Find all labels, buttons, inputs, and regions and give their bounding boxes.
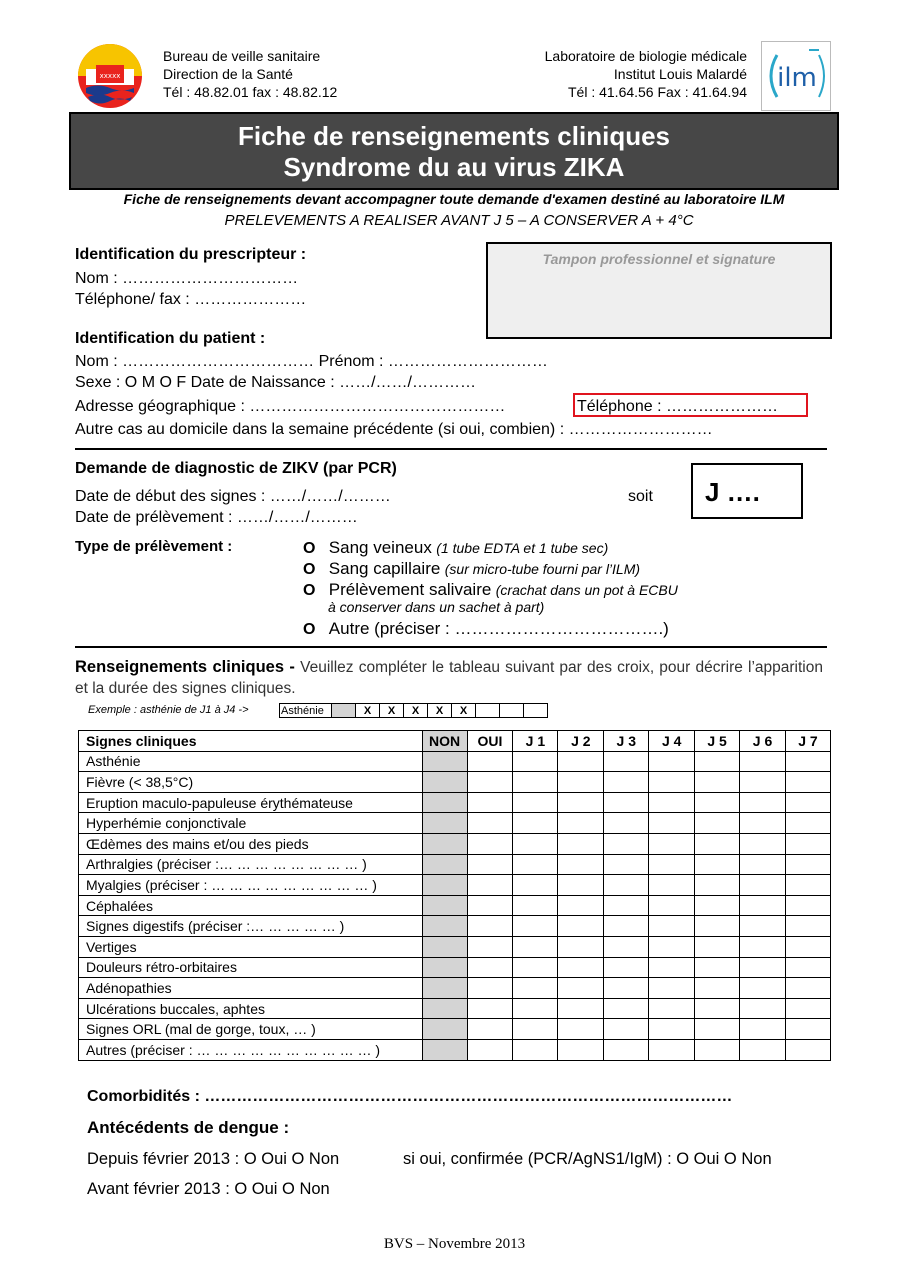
checkbox-cell[interactable]	[558, 895, 604, 916]
dengue-since-2013-field[interactable]: Depuis février 2013 : O Oui O Non	[87, 1150, 340, 1168]
header-right-line: Institut Louis Malardé	[613, 66, 747, 82]
checkbox-cell[interactable]	[785, 751, 830, 772]
checkbox-cell[interactable]	[785, 978, 830, 999]
column-header: J 5	[695, 731, 740, 752]
checkbox-cell[interactable]	[467, 854, 513, 875]
checkbox-cell[interactable]	[604, 772, 649, 793]
checkbox-cell[interactable]	[604, 813, 649, 834]
clinical-instructions: Veuillez compléter le tableau suivant par des croix, pour décrire l’apparition et la durée des signes cliniques.	[75, 659, 823, 697]
checkbox-cell[interactable]	[422, 772, 467, 793]
checkbox-cell[interactable]	[785, 833, 830, 854]
dengue-before-2013-field[interactable]: Avant février 2013 : O Oui O Non	[87, 1180, 330, 1198]
checkbox-cell[interactable]	[740, 998, 786, 1019]
checkbox-cell[interactable]	[649, 751, 695, 772]
checkbox-cell[interactable]	[604, 895, 649, 916]
checkbox-cell[interactable]	[695, 772, 740, 793]
table-row	[79, 916, 831, 937]
sample-option-capillary[interactable]	[303, 558, 640, 580]
checkbox-cell[interactable]	[695, 875, 740, 896]
checkbox-cell[interactable]	[604, 833, 649, 854]
column-header: J 7	[785, 731, 830, 752]
section-divider	[75, 448, 827, 450]
checkbox-cell[interactable]	[649, 895, 695, 916]
sample-option-saliva[interactable]	[303, 579, 678, 601]
checkbox-cell[interactable]	[649, 813, 695, 834]
checkbox-cell[interactable]	[604, 1039, 649, 1060]
checkbox-cell[interactable]	[422, 978, 467, 999]
checkbox-cell[interactable]	[513, 936, 558, 957]
checkbox-cell[interactable]	[513, 751, 558, 772]
checkbox-cell[interactable]	[740, 833, 786, 854]
header-left-line: Bureau de veille sanitaire	[163, 48, 321, 64]
column-header: J 4	[649, 731, 695, 752]
option-label: Sang capillaire	[328, 559, 441, 578]
table-row	[79, 936, 831, 957]
checkbox-cell[interactable]	[604, 751, 649, 772]
sign-label: Asthénie	[79, 751, 423, 772]
checkbox-cell[interactable]	[695, 813, 740, 834]
sign-label: Signes ORL (mal de gorge, toux, … )	[79, 1019, 423, 1040]
svg-text:xxxxx: xxxxx	[99, 72, 121, 80]
checkbox-cell[interactable]	[785, 936, 830, 957]
checkbox-cell[interactable]	[467, 916, 513, 937]
checkbox-cell[interactable]	[785, 813, 830, 834]
checkbox-cell[interactable]	[558, 916, 604, 937]
checkbox-cell[interactable]	[649, 916, 695, 937]
checkbox-cell[interactable]	[740, 895, 786, 916]
checkbox-cell[interactable]	[558, 833, 604, 854]
checkbox-cell[interactable]	[422, 875, 467, 896]
checkbox-cell[interactable]	[513, 1039, 558, 1060]
example-cell: X	[452, 704, 476, 718]
checkbox-cell[interactable]	[513, 895, 558, 916]
checkbox-cell[interactable]	[695, 854, 740, 875]
table-row	[79, 978, 831, 999]
column-header: NON	[422, 731, 467, 752]
table-row	[79, 813, 831, 834]
checkbox-cell[interactable]	[604, 998, 649, 1019]
clinical-signs-table	[78, 730, 831, 1061]
table-row	[79, 998, 831, 1019]
example-cell: X	[428, 704, 452, 718]
example-table	[279, 703, 548, 718]
form-title-line1: Fiche de renseignements cliniques	[237, 121, 671, 151]
checkbox-cell[interactable]	[785, 792, 830, 813]
checkbox-cell[interactable]	[695, 833, 740, 854]
checkbox-cell[interactable]	[558, 998, 604, 1019]
checkbox-cell[interactable]	[558, 875, 604, 896]
checkbox-cell[interactable]	[422, 1019, 467, 1040]
polynesia-emblem-logo	[76, 43, 144, 109]
stamp-label: Tampon professionnel et signature	[542, 251, 776, 267]
sign-label: Céphalées	[79, 895, 423, 916]
header-left-line: Direction de la Santé	[163, 66, 293, 82]
checkbox-cell[interactable]	[513, 916, 558, 937]
table-row	[79, 1019, 831, 1040]
example-cell	[500, 704, 524, 718]
column-header: J 2	[558, 731, 604, 752]
checkbox-cell[interactable]	[422, 998, 467, 1019]
checkbox-cell[interactable]	[558, 751, 604, 772]
radio-button[interactable]: O	[303, 561, 316, 578]
checkbox-cell[interactable]	[422, 936, 467, 957]
clinical-heading: Renseignements cliniques -	[75, 658, 295, 676]
patient-phone-field[interactable]: Téléphone : …………………	[577, 398, 778, 415]
table-row	[79, 957, 831, 978]
sign-label: Adénopathies	[79, 978, 423, 999]
checkbox-cell[interactable]	[740, 792, 786, 813]
checkbox-cell[interactable]	[649, 936, 695, 957]
patient-heading: Identification du patient :	[75, 330, 266, 347]
prescriber-heading: Identification du prescripteur :	[75, 246, 307, 263]
sample-date-field[interactable]: Date de prélèvement : ……/……/………	[75, 509, 358, 526]
option-note: (crachat dans un pot à ECBU	[495, 582, 678, 598]
dengue-confirmed-field[interactable]: si oui, confirmée (PCR/AgNS1/IgM) : O Oui O Non	[403, 1150, 772, 1168]
table-row	[79, 751, 831, 772]
checkbox-cell[interactable]	[558, 772, 604, 793]
prescriber-name-field[interactable]: Nom : ……………………………	[75, 270, 299, 287]
checkbox-cell[interactable]	[649, 1019, 695, 1040]
header-right-line: Tél : 41.64.56 Fax : 41.64.94	[567, 84, 747, 100]
checkbox-cell[interactable]	[740, 772, 786, 793]
checkbox-cell[interactable]	[513, 772, 558, 793]
option-note: (1 tube EDTA et 1 tube sec)	[436, 540, 609, 556]
checkbox-cell[interactable]	[558, 1019, 604, 1040]
table-row	[79, 792, 831, 813]
checkbox-cell[interactable]	[785, 998, 830, 1019]
checkbox-cell[interactable]	[513, 998, 558, 1019]
example-cell: X	[380, 704, 404, 718]
checkbox-cell[interactable]	[467, 957, 513, 978]
checkbox-cell[interactable]	[740, 957, 786, 978]
checkbox-cell[interactable]	[513, 854, 558, 875]
j-day-value: J ….	[705, 477, 760, 507]
checkbox-cell[interactable]	[513, 813, 558, 834]
example-cell	[332, 704, 356, 718]
checkbox-cell[interactable]	[740, 978, 786, 999]
checkbox-cell[interactable]	[604, 875, 649, 896]
checkbox-cell[interactable]	[467, 875, 513, 896]
checkbox-cell[interactable]	[513, 833, 558, 854]
checkbox-cell[interactable]	[422, 792, 467, 813]
option-label: Sang veineux	[328, 538, 432, 557]
checkbox-cell[interactable]	[558, 957, 604, 978]
checkbox-cell[interactable]	[649, 957, 695, 978]
patient-sex-birth-field[interactable]: Sexe : O M O F Date de Naissance : ……/……/…………	[75, 374, 476, 391]
checkbox-cell[interactable]	[785, 895, 830, 916]
checkbox-cell[interactable]	[558, 936, 604, 957]
checkbox-cell[interactable]	[695, 792, 740, 813]
sign-label: Fièvre (< 38,5°C)	[79, 772, 423, 793]
checkbox-cell[interactable]	[695, 916, 740, 937]
checkbox-cell[interactable]	[740, 875, 786, 896]
table-row	[79, 875, 831, 896]
sign-label: Arthralgies (préciser :… … … … … … … … )	[79, 854, 423, 875]
checkbox-cell[interactable]	[513, 792, 558, 813]
checkbox-cell[interactable]	[604, 936, 649, 957]
option-label: Prélèvement salivaire	[328, 580, 492, 599]
soit-label: soit	[628, 488, 653, 505]
checkbox-cell[interactable]	[649, 998, 695, 1019]
header-right-block	[500, 47, 747, 101]
example-cell: X	[404, 704, 428, 718]
checkbox-cell[interactable]	[467, 772, 513, 793]
checkbox-cell[interactable]	[422, 957, 467, 978]
checkbox-cell[interactable]	[422, 813, 467, 834]
table-header-row	[79, 731, 831, 752]
checkbox-cell[interactable]	[422, 1039, 467, 1060]
checkbox-cell[interactable]	[695, 957, 740, 978]
column-header: Signes cliniques	[79, 731, 423, 752]
checkbox-cell[interactable]	[558, 1039, 604, 1060]
prescriber-phone-field[interactable]: Téléphone/ fax : …………………	[75, 291, 307, 308]
checkbox-cell[interactable]	[785, 772, 830, 793]
checkbox-cell[interactable]	[785, 875, 830, 896]
checkbox-cell[interactable]	[695, 936, 740, 957]
checkbox-cell[interactable]	[649, 875, 695, 896]
checkbox-cell[interactable]	[513, 875, 558, 896]
checkbox-cell[interactable]	[467, 1039, 513, 1060]
dengue-heading: Antécédents de dengue :	[87, 1118, 290, 1137]
option-label: Autre (préciser : ……………………………….)	[328, 619, 669, 638]
checkbox-cell[interactable]	[513, 957, 558, 978]
example-cell	[476, 704, 500, 718]
sign-label: Vertiges	[79, 936, 423, 957]
checkbox-cell[interactable]	[740, 916, 786, 937]
checkbox-cell[interactable]	[740, 1039, 786, 1060]
checkbox-cell[interactable]	[467, 1019, 513, 1040]
sign-label: Myalgies (préciser : … … … … … … … … … )	[79, 875, 423, 896]
checkbox-cell[interactable]	[695, 978, 740, 999]
checkbox-cell[interactable]	[422, 833, 467, 854]
checkbox-cell[interactable]	[558, 978, 604, 999]
checkbox-cell[interactable]	[558, 854, 604, 875]
checkbox-cell[interactable]	[467, 792, 513, 813]
section-divider	[75, 646, 827, 648]
example-label: Exemple : asthénie de J1 à J4 ->	[88, 704, 249, 716]
sign-label: Eruption maculo-papuleuse érythémateuse	[79, 792, 423, 813]
checkbox-cell[interactable]	[740, 813, 786, 834]
checkbox-cell[interactable]	[785, 854, 830, 875]
onset-date-field[interactable]: Date de début des signes : ……/……/………	[75, 488, 391, 505]
form-subtitle: Fiche de renseignements devant accompagner toute demande d'examen destiné au laboratoire ILM	[123, 191, 785, 207]
checkbox-cell[interactable]	[467, 936, 513, 957]
example-cell: X	[356, 704, 380, 718]
checkbox-cell[interactable]	[604, 957, 649, 978]
sign-label: Douleurs rétro-orbitaires	[79, 957, 423, 978]
patient-name-field[interactable]: Nom : ……………………………… Prénom : …………………………	[75, 353, 548, 370]
checkbox-cell[interactable]	[604, 792, 649, 813]
form-title-line2: Syndrome du au virus ZIKA	[283, 152, 625, 182]
checkbox-cell[interactable]	[558, 813, 604, 834]
comorbidities-field[interactable]: Comorbidités : ………………………………………………………………………………………	[87, 1088, 733, 1105]
checkbox-cell[interactable]	[695, 998, 740, 1019]
header-left-block	[163, 47, 337, 101]
checkbox-cell[interactable]	[785, 916, 830, 937]
example-row	[280, 704, 548, 718]
sample-type-label: Type de prélèvement :	[75, 538, 233, 555]
checkbox-cell[interactable]	[467, 751, 513, 772]
table-row	[79, 895, 831, 916]
checkbox-cell[interactable]	[604, 1019, 649, 1040]
checkbox-cell[interactable]	[604, 978, 649, 999]
checkbox-cell[interactable]	[649, 833, 695, 854]
column-header: J 1	[513, 731, 558, 752]
checkbox-cell[interactable]	[695, 1039, 740, 1060]
checkbox-cell[interactable]	[695, 895, 740, 916]
sample-option-other[interactable]	[303, 618, 669, 640]
checkbox-cell[interactable]	[422, 751, 467, 772]
clinical-intro	[75, 657, 823, 699]
checkbox-cell[interactable]	[558, 792, 604, 813]
checkbox-cell[interactable]	[513, 1019, 558, 1040]
column-header: J 3	[604, 731, 649, 752]
checkbox-cell[interactable]	[740, 854, 786, 875]
sign-label: Œdèmes des mains et/ou des pieds	[79, 833, 423, 854]
checkbox-cell[interactable]	[422, 916, 467, 937]
checkbox-cell[interactable]	[467, 998, 513, 1019]
diagnosis-heading: Demande de diagnostic de ZIKV (par PCR)	[75, 460, 397, 477]
checkbox-cell[interactable]	[649, 854, 695, 875]
radio-button[interactable]: O	[303, 582, 316, 599]
radio-button[interactable]: O	[303, 621, 316, 638]
checkbox-cell[interactable]	[740, 751, 786, 772]
header-right-line: Laboratoire de biologie médicale	[544, 48, 747, 64]
form-conservation-note: PRELEVEMENTS A REALISER AVANT J 5 – A CONSERVER A + 4°C	[224, 212, 694, 229]
checkbox-cell[interactable]	[649, 978, 695, 999]
sign-label: Hyperhémie conjonctivale	[79, 813, 423, 834]
checkbox-cell[interactable]	[649, 772, 695, 793]
checkbox-cell[interactable]	[604, 916, 649, 937]
form-title-box	[69, 112, 839, 190]
sign-label: Autres (préciser : … … … … … … … … … … )	[79, 1039, 423, 1060]
checkbox-cell[interactable]	[695, 1019, 740, 1040]
example-cell	[524, 704, 548, 718]
sample-option-venous[interactable]	[303, 537, 608, 559]
table-row	[79, 1039, 831, 1060]
checkbox-cell[interactable]	[422, 854, 467, 875]
checkbox-cell[interactable]	[785, 1019, 830, 1040]
example-cell: Asthénie	[280, 704, 332, 718]
checkbox-cell[interactable]	[422, 895, 467, 916]
sign-label: Ulcérations buccales, aphtes	[79, 998, 423, 1019]
stamp-signature-box[interactable]	[486, 242, 832, 339]
checkbox-cell[interactable]	[467, 895, 513, 916]
checkbox-cell[interactable]	[740, 1019, 786, 1040]
checkbox-cell[interactable]	[785, 1039, 830, 1060]
checkbox-cell[interactable]	[467, 978, 513, 999]
header-left-line: Tél : 48.82.01 fax : 48.82.12	[163, 84, 338, 100]
ilm-logo-text: ilm	[777, 63, 817, 93]
checkbox-cell[interactable]	[740, 936, 786, 957]
option-note-continued: à conserver dans un sachet à part)	[328, 599, 545, 615]
checkbox-cell[interactable]	[785, 957, 830, 978]
sign-label: Signes digestifs (préciser :… … … … … )	[79, 916, 423, 937]
column-header: OUI	[467, 731, 513, 752]
patient-address-field[interactable]: Adresse géographique : …………………………………………	[75, 398, 506, 415]
checkbox-cell[interactable]	[649, 1039, 695, 1060]
other-cases-field[interactable]: Autre cas au domicile dans la semaine précédente (si oui, combien) : ………………………	[75, 421, 713, 438]
ilm-logo	[761, 41, 831, 111]
table-row	[79, 772, 831, 793]
table-row	[79, 833, 831, 854]
checkbox-cell[interactable]	[467, 813, 513, 834]
radio-button[interactable]: O	[303, 540, 316, 557]
column-header: J 6	[740, 731, 786, 752]
checkbox-cell[interactable]	[649, 792, 695, 813]
table-row	[79, 854, 831, 875]
checkbox-cell[interactable]	[513, 978, 558, 999]
checkbox-cell[interactable]	[467, 833, 513, 854]
checkbox-cell[interactable]	[604, 854, 649, 875]
checkbox-cell[interactable]	[695, 751, 740, 772]
option-note: (sur micro-tube fourni par l’ILM)	[444, 561, 641, 577]
j-day-box[interactable]	[691, 463, 803, 519]
footer-text: BVS – Novembre 2013	[383, 1236, 526, 1252]
